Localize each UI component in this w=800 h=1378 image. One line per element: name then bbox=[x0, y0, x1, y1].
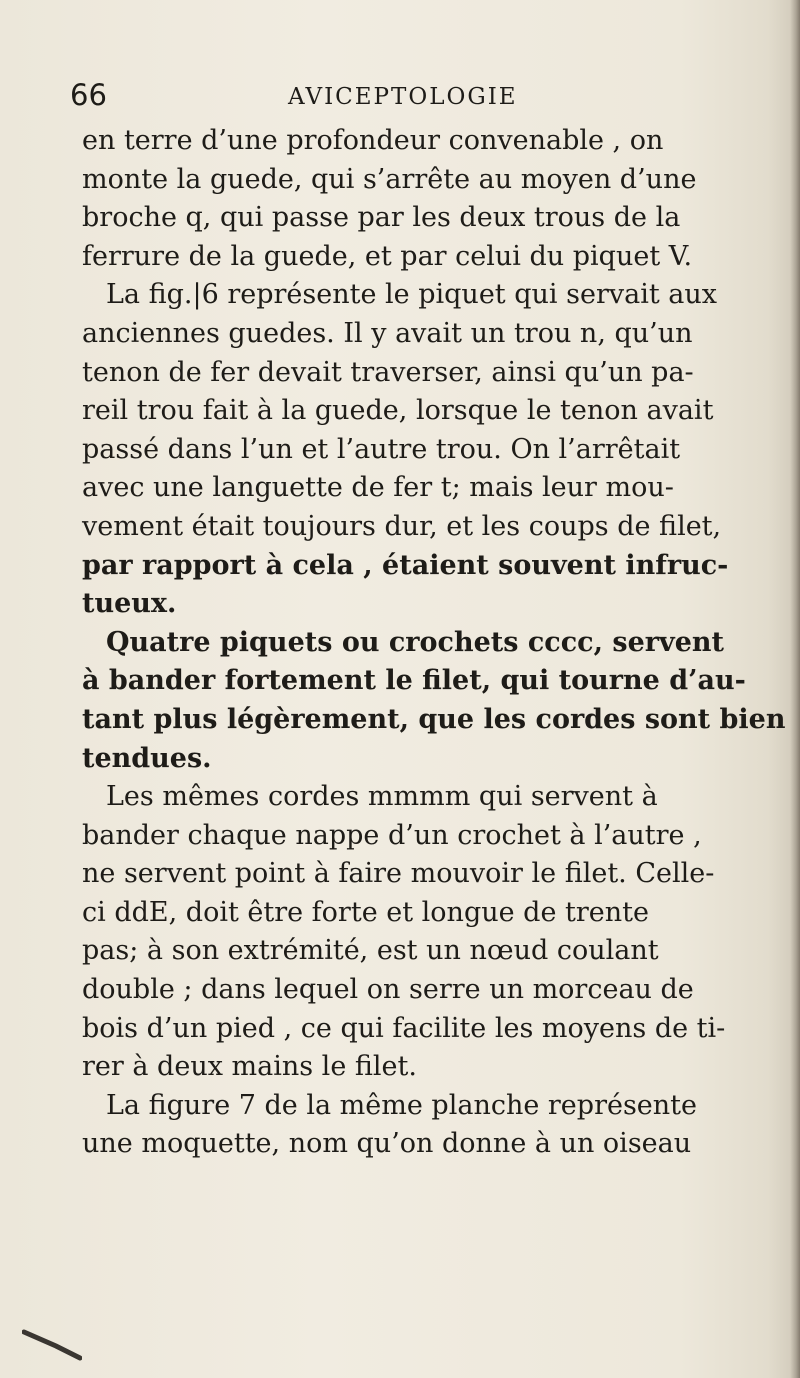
text-line: en terre d’une profondeur convenable , on bbox=[82, 125, 664, 156]
text-line: avec une languette de fer t; mais leur mou- bbox=[82, 472, 674, 504]
corner-ink-mark bbox=[22, 1328, 82, 1362]
text-line: bois d’un pied , ce qui facilite les moyens de ti- bbox=[82, 1012, 726, 1044]
text-line: vement était toujours dur, et les coups de filet, bbox=[82, 510, 722, 542]
text-line: La fig.|6 représente le piquet qui servait aux bbox=[106, 279, 717, 311]
text-line: tueux. bbox=[82, 588, 177, 620]
text-line: Quatre piquets ou crochets cccc, servent bbox=[106, 626, 724, 658]
text-line: Les mêmes cordes mmmm qui servent à bbox=[106, 781, 658, 813]
text-line: anciennes guedes. Il y avait un trou n, qu’un bbox=[82, 317, 693, 349]
page-edge-shadow bbox=[790, 0, 800, 1378]
text-line: rer à deux mains le filet. bbox=[82, 1051, 417, 1083]
body-text bbox=[82, 122, 786, 1164]
text-line: tenon de fer devait traverser, ainsi qu’un pa- bbox=[82, 356, 694, 388]
text-line: ne servent point à faire mouvoir le filet. Celle- bbox=[82, 858, 715, 890]
text-line: double ; dans lequel on serre un morceau de bbox=[82, 974, 694, 1006]
text-line: ci ddE, doit être forte et longue de trente bbox=[82, 896, 649, 928]
text-line: ferrure de la guede, et par celui du piquet V. bbox=[82, 240, 693, 272]
text-line: tendues. bbox=[82, 742, 212, 774]
page-header bbox=[70, 78, 770, 118]
text-line: pas; à son extrémité, est un nœud coulant bbox=[82, 935, 659, 967]
text-line: à bander fortement le filet, qui tourne d’au- bbox=[82, 665, 746, 697]
text-line: broche q, qui passe par les deux trous de la bbox=[82, 202, 681, 234]
text-line: La figure 7 de la même planche représente bbox=[106, 1089, 698, 1121]
text-line: reil trou fait à la guede, lorsque le tenon avait bbox=[82, 395, 714, 427]
text-line: une moquette, nom qu’on donne à un oiseau bbox=[82, 1128, 692, 1160]
page-number: 66 bbox=[70, 78, 107, 112]
running-title: AVICEPTOLOGIE bbox=[288, 84, 518, 110]
text-line: monte la guede, qui s’arrête au moyen d’une bbox=[82, 163, 697, 195]
text-line: tant plus légèrement, que les cordes sont bien bbox=[82, 703, 786, 735]
text-line: par rapport à cela , étaient souvent infruc- bbox=[82, 549, 729, 581]
text-line: passé dans l’un et l’autre trou. On l’arrêtait bbox=[82, 433, 681, 465]
text-line: bander chaque nappe d’un crochet à l’autre , bbox=[82, 819, 702, 851]
